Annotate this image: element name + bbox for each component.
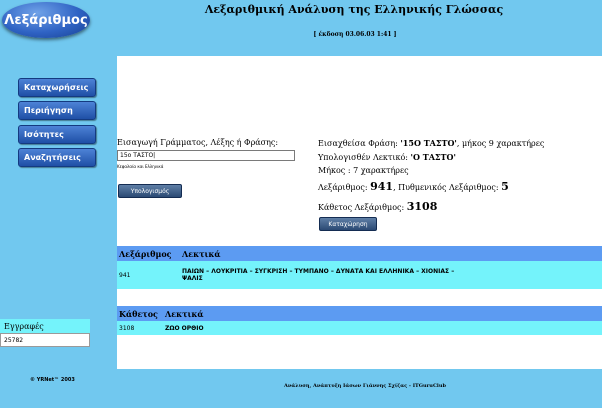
version-label: [ έκδοση 03.06.03 1:41 ] — [313, 31, 397, 38]
vertical-table — [117, 306, 602, 335]
credits-text: Ανάλυση, Ανάπτυξη Ιάσων Γιάννης Σχίζας - ITGuruClub — [284, 383, 446, 389]
table-row — [117, 321, 602, 335]
vertical-lexarithmos-label: Κάθετος Λεξάριθμος: — [318, 203, 407, 212]
length-line: Μήκος : 7 χαρακτήρες — [318, 166, 409, 175]
column-header-words: Λεκτικά — [165, 308, 204, 319]
lexarithmos-label: Λεξάριθμος: — [318, 183, 371, 192]
column-header-lexarithmos: Λεξάριθμος — [119, 248, 172, 259]
computed-phrase-value: 'Ο ΤΑΣΤΟ' — [410, 152, 456, 162]
nav-button-equalities[interactable]: Ισότητες — [18, 125, 96, 144]
nav-button-searches[interactable]: Αναζητήσεις — [18, 148, 96, 167]
copyright-text: © YRNet™ 2003 — [30, 377, 75, 383]
entered-phrase-length: , μήκος 9 χαρακτήρες — [456, 139, 545, 148]
table-cell-words — [180, 261, 454, 289]
pythmenikos-label: , Πυθμενικός Λεξάριθμος: — [393, 183, 502, 192]
table-header — [117, 306, 602, 321]
table-header — [117, 246, 602, 261]
text-cursor: | — [153, 152, 156, 159]
computed-phrase-line — [318, 152, 456, 162]
phrase-input[interactable] — [117, 150, 295, 161]
calculate-button[interactable]: Υπολογισμός — [118, 184, 182, 198]
phrase-input-value: 15ο ΤΑΣΤΟ — [120, 152, 154, 159]
entries-label: Εγγραφές — [0, 319, 90, 333]
lexarithmos-value: 941 — [370, 180, 394, 193]
words-line-1[interactable]: ΠΑΙΩΝ – ΛΟΥΚΡΙΤΙΑ – ΣΥΓΚΡΙΣΗ – ΤΥΜΠΑΝΟ – ΔΥΝΑΤΑ ΚΑΙ ΕΛΛΗΝΙΚΑ – ΧΙΟΝΙΑΣ – — [182, 268, 455, 275]
register-button[interactable]: Καταχώρηση — [319, 217, 377, 231]
input-hint: Κεφαλαία και Ελληνικά — [117, 164, 164, 169]
table-cell-words[interactable]: ΖΩΟ ΟΡΘΙΟ — [165, 324, 204, 332]
vertical-lexarithmos-value: 3108 — [406, 200, 438, 213]
table-cell-number: 941 — [119, 271, 131, 279]
nav-button-entries[interactable]: Καταχωρήσεις — [18, 78, 96, 97]
lexarithmos-line — [318, 180, 509, 193]
nav-button-browse[interactable]: Περιήγηση — [18, 101, 96, 120]
page-title: Λεξαριθμική Ανάλυση της Ελληνικής Γλώσσας — [204, 3, 504, 16]
entered-phrase-line — [318, 138, 544, 148]
entered-phrase-value: '15Ο ΤΑΣΤΟ' — [400, 138, 457, 148]
table-cell-number: 3108 — [119, 324, 135, 332]
entered-phrase-label: Εισαχθείσα Φράση: — [318, 139, 401, 148]
input-label: Εισαγωγή Γράμματος, Λέξης ή Φράσης: — [117, 138, 279, 147]
computed-phrase-label: Υπολογισθέν Λεκτικό: — [318, 153, 411, 162]
words-line-2[interactable]: ΨΑΛΙΣ — [182, 275, 203, 282]
entries-count: 25782 — [0, 333, 90, 347]
vertical-lexarithmos-line — [318, 200, 437, 213]
lexarithmos-table — [117, 246, 602, 289]
app-logo[interactable]: Λεξάριθμος — [2, 2, 90, 38]
table-row — [117, 261, 602, 289]
column-header-words: Λεκτικά — [182, 248, 221, 259]
column-header-vertical: Κάθετος — [119, 308, 158, 319]
pythmenikos-value: 5 — [501, 180, 509, 193]
